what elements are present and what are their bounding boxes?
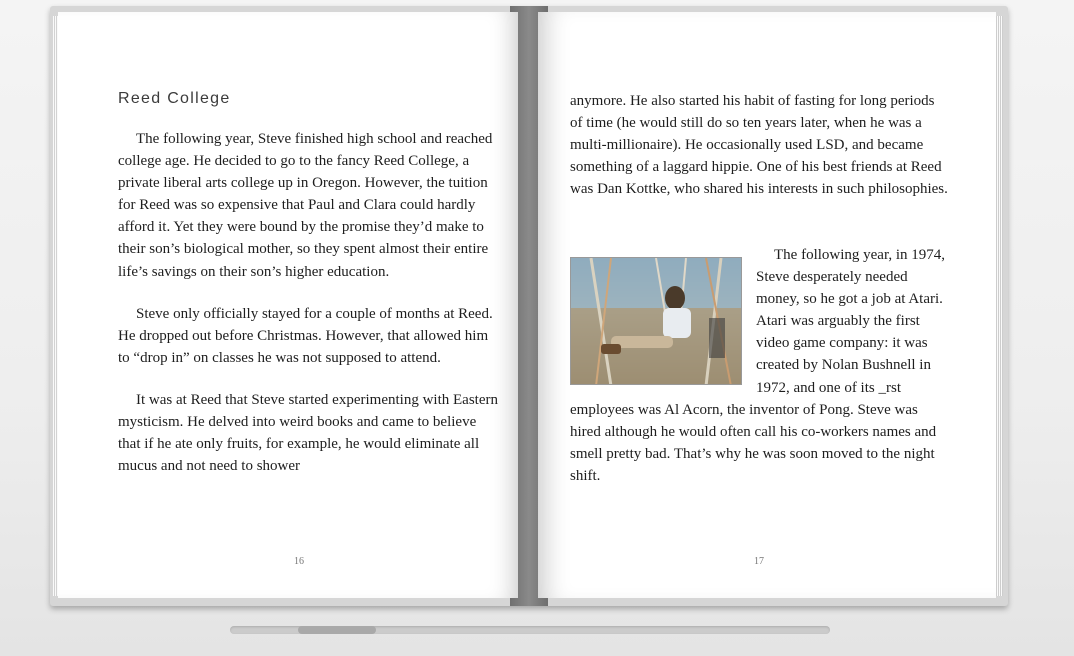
page-scrollbar[interactable]: [230, 626, 830, 634]
scroll-thumb[interactable]: [298, 626, 376, 634]
steve-swing-photo: [570, 257, 742, 385]
chapter-title: Reed College: [118, 90, 231, 107]
book-viewer: [50, 6, 1008, 606]
left-page[interactable]: [58, 12, 518, 598]
paragraph: Steve only officially stayed for a couple of months at Reed. He dropped out before Christmas. However, that allowed him to “drop in” on classes he was not supposed to attend.: [118, 305, 493, 366]
continuation-paragraph: anymore. He also started his habit of fasting for long periods of time (he would still do so ten years later, when he was a multi-millionaire). He occasionally used LSD, and became something of a laggard hippie. One of his best friends at Reed was Dan Kottke, who shared his interests in such philosophies.: [570, 93, 948, 198]
paragraph: The following year, in 1974, Steve desperately needed money, so he got a job at Atari. Atari was arguably the first video game company: it was created by Nolan Bushnell in 1972, and one of its _rst employees was Al Acorn, the inventor of Pong. Steve was hired although he would often call his co-workers names and smell pretty bad. That’s why he was soon moved to the night shift.: [570, 247, 946, 484]
page-number-left: 16: [294, 556, 304, 567]
right-page[interactable]: [538, 12, 996, 598]
paragraph: The following year, Steve finished high school and reached college age. He decided to go to the fancy Reed College, a private liberal arts college up in Oregon. However, the tuition for Reed was so expensive that Paul and Clara could hardly afford it. Yet they were bound by the promise they’d make to their son’s biological mother, so they spent almost their entire life’s savings on their son’s higher education.: [118, 131, 493, 280]
page-number-right: 17: [754, 556, 764, 567]
left-page-body: [118, 128, 500, 497]
paragraph: It was at Reed that Steve started experimenting with Eastern mysticism. He delved into weird books and came to believe that if he ate only fruits, for example, he would eliminate all mucus and not need to shower: [118, 391, 498, 475]
